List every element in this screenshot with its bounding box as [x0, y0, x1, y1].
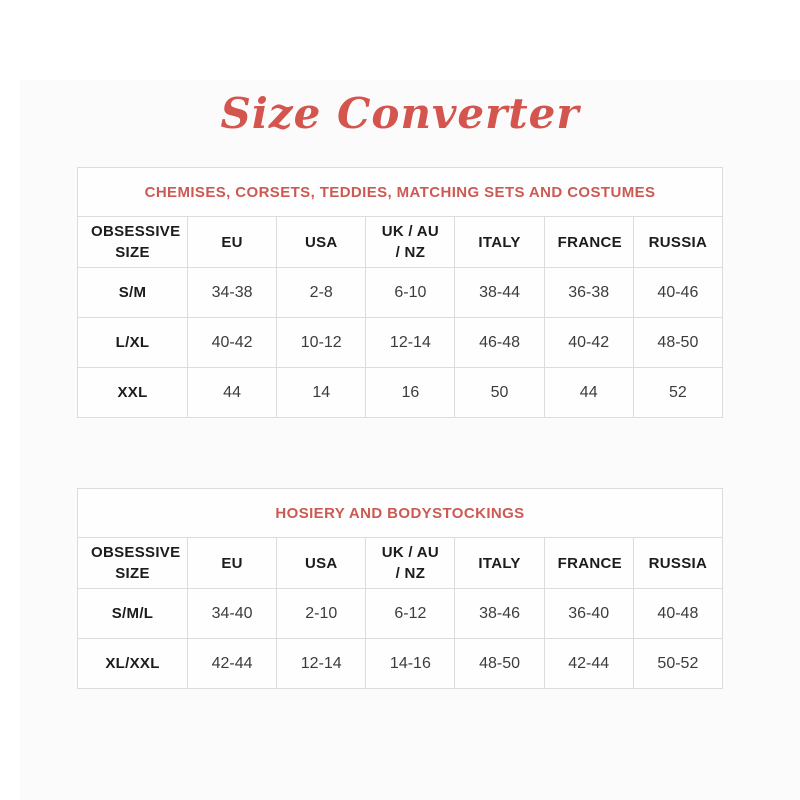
size-value: 34-38 [188, 268, 277, 318]
size-value: 12-14 [277, 639, 366, 689]
column-header-usa: USA [277, 538, 366, 589]
size-value: 36-40 [544, 589, 633, 639]
size-value: 34-40 [188, 589, 277, 639]
size-value: 44 [544, 368, 633, 418]
size-value: 38-44 [455, 268, 544, 318]
column-header-usa: USA [277, 217, 366, 268]
size-value: 40-48 [633, 589, 722, 639]
size-label: XXL [78, 368, 188, 418]
column-header-russia: RUSSIA [633, 538, 722, 589]
size-value: 40-42 [188, 318, 277, 368]
column-header-italy: ITALY [455, 217, 544, 268]
size-value: 42-44 [188, 639, 277, 689]
size-value: 2-10 [277, 589, 366, 639]
column-header-france: FRANCE [544, 217, 633, 268]
size-value: 10-12 [277, 318, 366, 368]
size-label: S/M/L [78, 589, 188, 639]
table-row [78, 368, 723, 418]
column-header-eu: EU [188, 217, 277, 268]
section-title-row [78, 489, 723, 538]
size-value: 44 [188, 368, 277, 418]
size-value: 16 [366, 368, 455, 418]
size-value: 14 [277, 368, 366, 418]
size-value: 36-38 [544, 268, 633, 318]
column-header-italy: ITALY [455, 538, 544, 589]
size-value: 14-16 [366, 639, 455, 689]
size-value: 48-50 [455, 639, 544, 689]
table-row [78, 268, 723, 318]
size-value: 6-12 [366, 589, 455, 639]
column-header-russia: RUSSIA [633, 217, 722, 268]
column-header-uk-au-nz: UK / AU / NZ [366, 538, 455, 589]
table-row [78, 318, 723, 368]
size-value: 48-50 [633, 318, 722, 368]
size-value: 12-14 [366, 318, 455, 368]
column-header-eu: EU [188, 538, 277, 589]
size-label: L/XL [78, 318, 188, 368]
size-value: 40-42 [544, 318, 633, 368]
size-value: 40-46 [633, 268, 722, 318]
hosiery-size-table [77, 488, 723, 689]
size-value: 46-48 [455, 318, 544, 368]
column-header-obsessive-size: OBSESSIVE SIZE [78, 538, 188, 589]
size-value: 6-10 [366, 268, 455, 318]
table-row [78, 639, 723, 689]
size-value: 52 [633, 368, 722, 418]
section-title: CHEMISES, CORSETS, TEDDIES, MATCHING SETS AND COSTUMES [78, 168, 723, 217]
column-header-obsessive-size: OBSESSIVE SIZE [78, 217, 188, 268]
column-header-france: FRANCE [544, 538, 633, 589]
size-value: 50 [455, 368, 544, 418]
size-value: 42-44 [544, 639, 633, 689]
page-title: Size Converter [220, 89, 580, 138]
size-label: XL/XXL [78, 639, 188, 689]
section-title-row [78, 168, 723, 217]
size-label: S/M [78, 268, 188, 318]
section-title: HOSIERY AND BODYSTOCKINGS [78, 489, 723, 538]
chemises-size-table [77, 167, 723, 418]
column-header-uk-au-nz: UK / AU / NZ [366, 217, 455, 268]
column-header-row [78, 538, 723, 589]
size-value: 2-8 [277, 268, 366, 318]
size-value: 38-46 [455, 589, 544, 639]
size-value: 50-52 [633, 639, 722, 689]
table-row [78, 589, 723, 639]
column-header-row [78, 217, 723, 268]
